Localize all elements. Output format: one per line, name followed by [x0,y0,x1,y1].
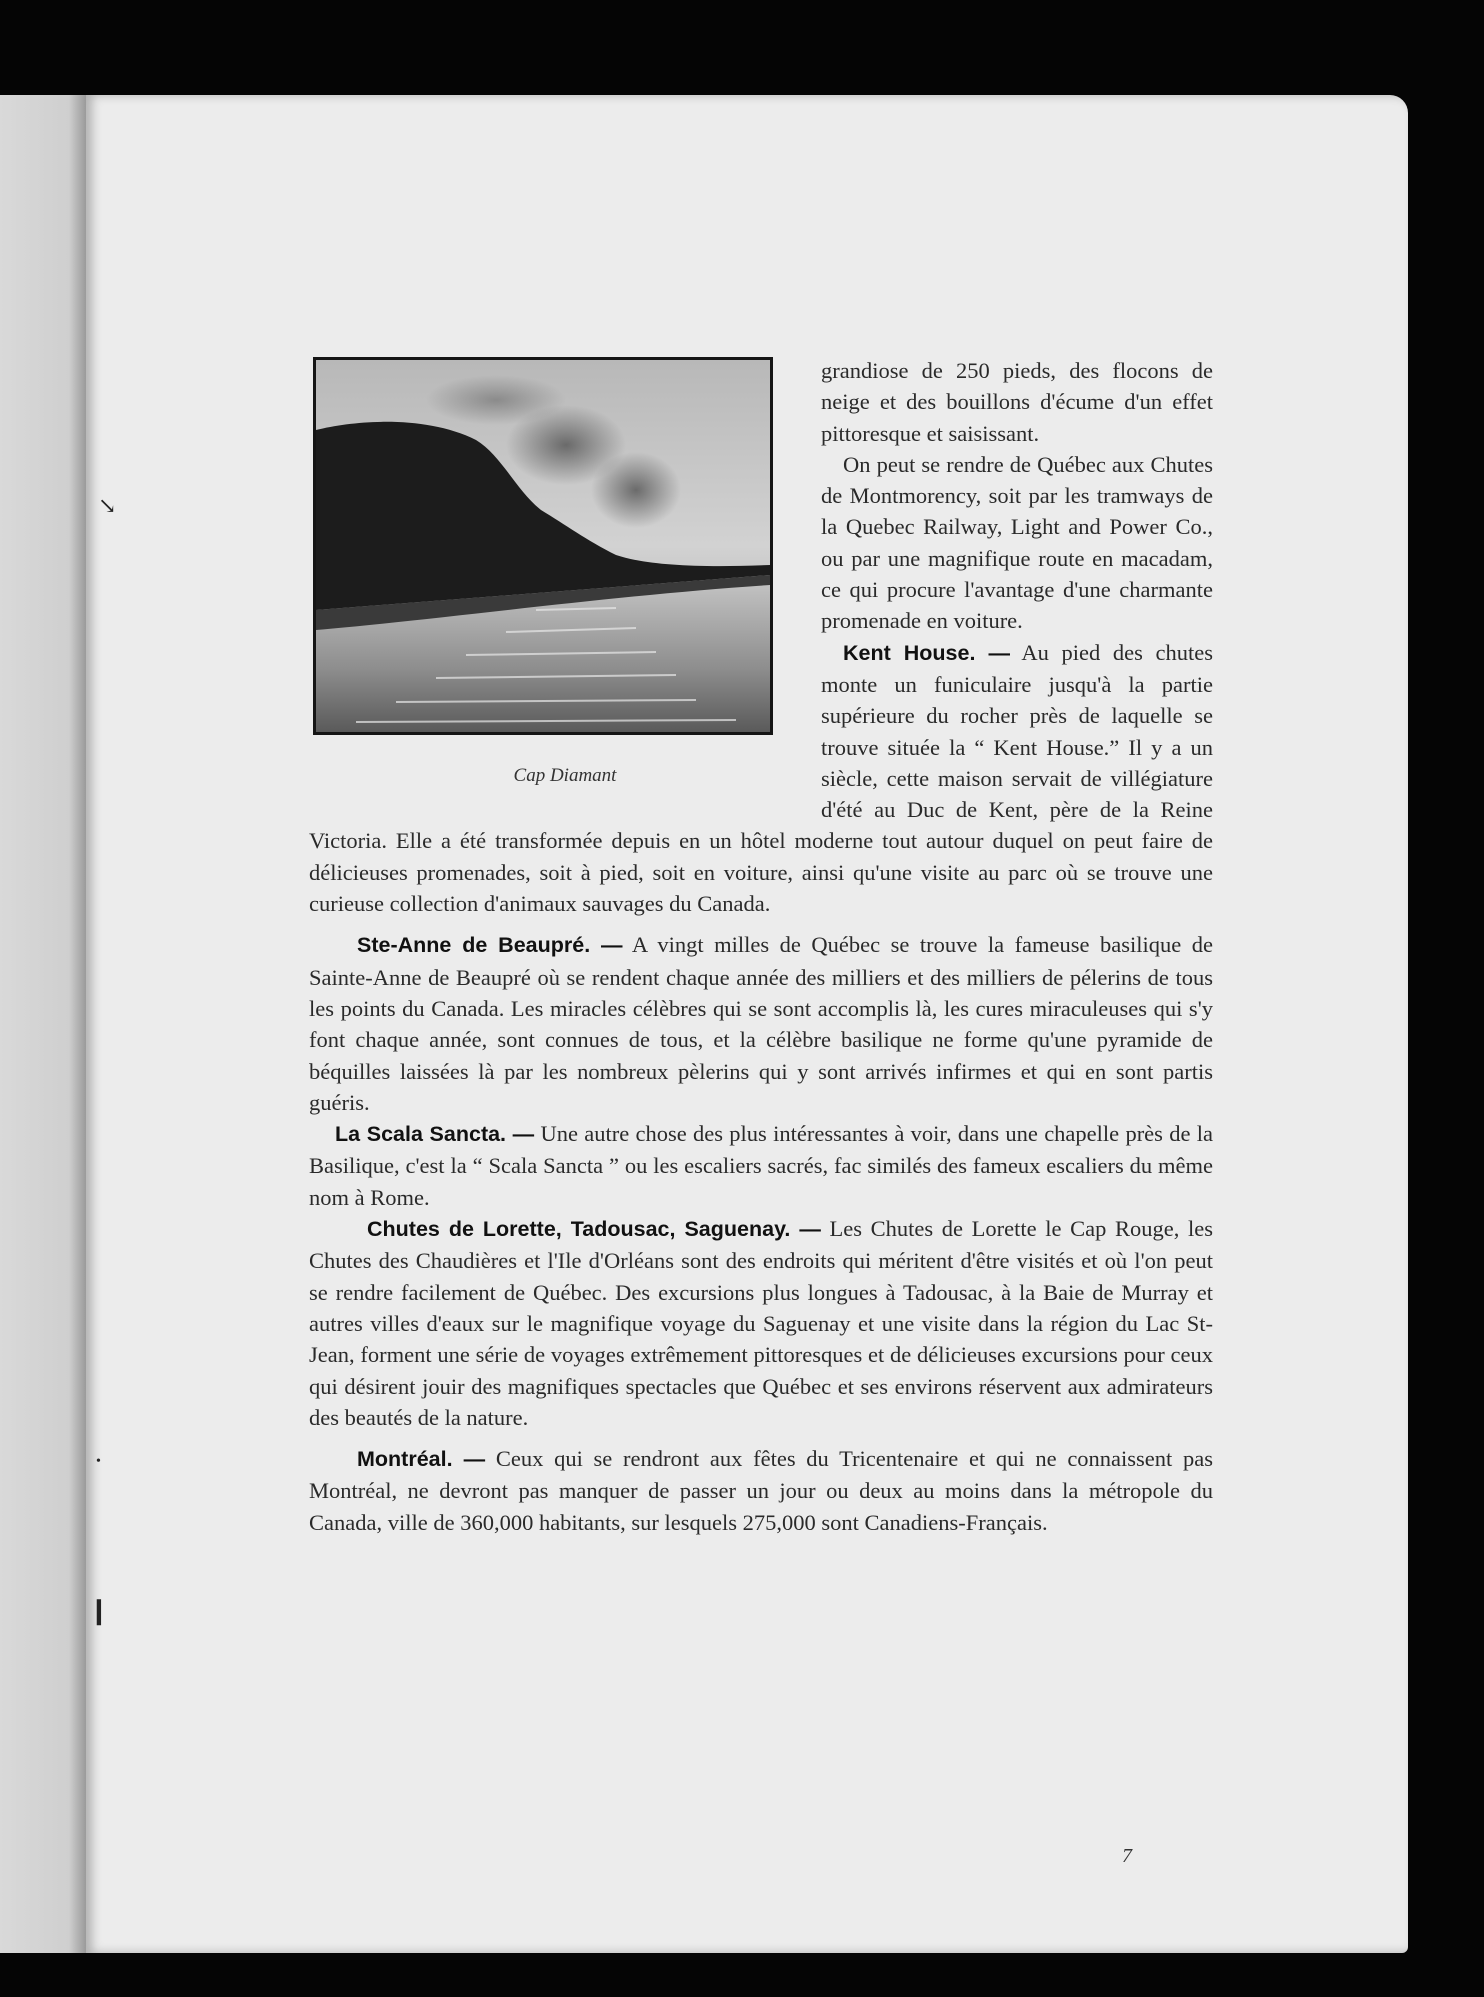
facing-page-edge [0,95,86,1953]
section-heading: Montréal. — [357,1447,486,1472]
body-text [309,355,1213,1538]
paragraph-montreal [309,1443,1213,1538]
paragraph-text: Ceux qui se rendront aux fêtes du Tricentenaire et qui ne connaissent pas Montréal, ne devront pas manquer de passer un jour ou deux au moins dans la métropole du Canada, ville de 360,000 habitants, sur lesquels 275,000 sont Canadiens-Français. [309,1446,1213,1535]
paragraph-text: On peut se rendre de Québec aux Chutes de Montmorency, soit par les tramways de la Quebec Railway, Light and Power Co., ou par une magnifique route en macadam, ce qui procure l'avantage d'une charmante promenade en voiture. [821,451,1213,634]
paragraph-chutes-de-lorette [309,1213,1213,1433]
section-heading: Ste-Anne de Beaupré. — [357,933,623,958]
paragraph-text: A vingt milles de Québec se trouve la fameuse basilique de Sainte-Anne de Beaupré où se rendent chaque année des milliers et des milliers de pélerins de tous les points du Canada. Les miracles célèbres qui se sont accomplis là, les cures miraculeuses qui s'y font chaque année, sont connues de tous, et la célèbre basilique ne forme qu'une pyramide de béquilles laissées là par les nombreux pèlerins qui y sont arrivés infirmes et qui en sont partis guéris. [309,932,1214,1115]
paragraph-text: Les Chutes de Lorette le Cap Rouge, les Chutes des Chaudières et l'Ile d'Orléans sont des endroits qui méritent d'être visités et où l'on peut se rendre facilement de Québec. Des excursions plus longues à Tadousac, à la Baie de Murray et autres villes d'eaux sur le magnifique voyage du Saguenay et une visite dans la région du Lac St-Jean, forment une série de voyages extrêmement pittoresques et de délicieuses excursions pour ceux qui désirent jouir des magnifiques spectacles que Québec et ses environs réservent aux admirateurs des beautés de la nature. [309,1216,1214,1430]
figure-caption: Cap Diamant [513,765,617,786]
section-heading: La Scala Sancta. — [335,1122,535,1147]
section-heading: Kent House. — [843,640,1010,665]
margin-speck: • [96,1454,101,1469]
paragraph-text: grandiose de 250 pieds, des flocons de neige et des bouillons d'écume d'un effet pittoresque et saisissant. [821,358,1213,446]
section-heading: Chutes de Lorette, Tadousac, Saguenay. — [367,1217,821,1242]
paragraph-text: Une autre chose des plus intéressantes à voir, dans une chapelle près de la Basilique, c'est la “ Scala Sancta ” ou les escaliers sacrés, fac similés des fameux escaliers du même nom à Rome. [309,1121,1213,1210]
margin-speck: ❙ [88,1596,110,1625]
margin-speck: ↘ [98,493,117,518]
page-number: 7 [1122,1845,1132,1867]
figure-float-space [309,355,821,803]
paragraph-text: Au pied des chutes monte un funiculaire jusqu'à la partie supérieure du rocher près de laquelle se trouve située la “ Kent House.” Il y a un siècle, cette maison servait de villégiature d'été au Duc de Kent, père de la Reine Victoria. Elle a été transformée depuis en un hôtel moderne tout autour duquel on peut faire de délicieuses promenades, soit à pied, soit en voiture, ainsi qu'une visite au parc où se trouve une curieuse collection d'animaux sauvages du Canada. [309,639,1213,917]
paragraph-scala-sancta [309,1118,1213,1213]
paragraph-ste-anne [309,929,1213,1118]
